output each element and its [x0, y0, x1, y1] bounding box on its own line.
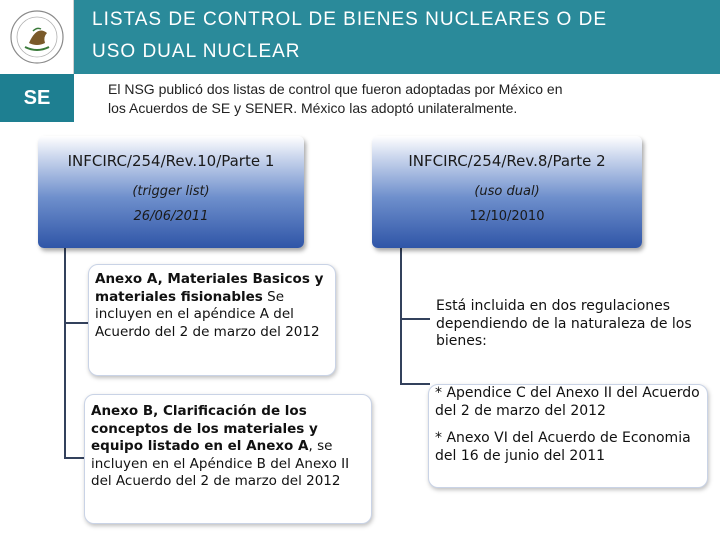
mexico-coat-of-arms-icon — [7, 7, 67, 67]
left-list-box — [38, 136, 304, 248]
anexo-b-heading: Anexo B, Clarificación de los conceptos de los materiales y equipo listado en el Anexo A — [91, 403, 318, 454]
left-box-title: INFCIRC/254/Rev.10/Parte 1 — [67, 152, 275, 170]
apendice-item-2: * Anexo VI del Acuerdo de Economia del 16 de junio del 2011 — [435, 430, 691, 464]
emblem-box — [0, 0, 74, 74]
right-list-box — [372, 136, 642, 248]
right-box-subtitle: (uso dual) — [474, 184, 540, 199]
intro-line-2: los Acuerdos de SE y SENER. México las adoptó unilateralmente. — [108, 100, 518, 116]
anexo-a-heading: Anexo A, Materiales Basicos y materiales fisionables — [95, 271, 324, 305]
anexo-b-text: , se incluyen en el Apéndice B del Anexo II del Acuerdo del 2 de marzo del 2012 — [91, 438, 350, 489]
anexo-b-box — [84, 394, 372, 524]
right-box-date: 12/10/2010 — [469, 209, 545, 224]
connector-right-to-apendices — [400, 383, 430, 385]
connector-right-vertical — [400, 248, 402, 384]
anexo-a-text: Se incluyen en el apéndice A del Acuerdo del 2 de marzo del 2012 — [95, 288, 320, 340]
anexo-a-box — [88, 264, 336, 376]
left-box-date: 26/06/2011 — [133, 209, 209, 224]
left-box-subtitle: (trigger list) — [132, 184, 210, 199]
connector-left-to-anexo-a — [64, 322, 90, 324]
brand-label: SE — [0, 74, 74, 122]
intro-line-1: El NSG publicó dos listas de control que fueron adoptadas por México en — [108, 81, 563, 97]
apendices-box — [428, 384, 708, 488]
connector-left-to-anexo-b — [64, 457, 86, 459]
page-title — [92, 4, 712, 68]
incluida-text: Está incluida en dos regulaciones dependiendo de la naturaleza de los bienes: — [436, 298, 692, 349]
connector-left-vertical — [64, 248, 66, 458]
header-bar — [0, 0, 720, 74]
connector-right-to-incluida — [400, 318, 432, 320]
incluida-box — [430, 276, 706, 374]
intro-text — [108, 80, 708, 118]
title-line-2: USO DUAL NUCLEAR — [92, 41, 301, 62]
right-box-title: INFCIRC/254/Rev.8/Parte 2 — [408, 152, 606, 170]
title-line-1: LISTAS DE CONTROL DE BIENES NUCLEARES O DE — [92, 9, 607, 30]
apendice-item-1: * Apendice C del Anexo II del Acuerdo del 2 de marzo del 2012 — [435, 385, 700, 419]
